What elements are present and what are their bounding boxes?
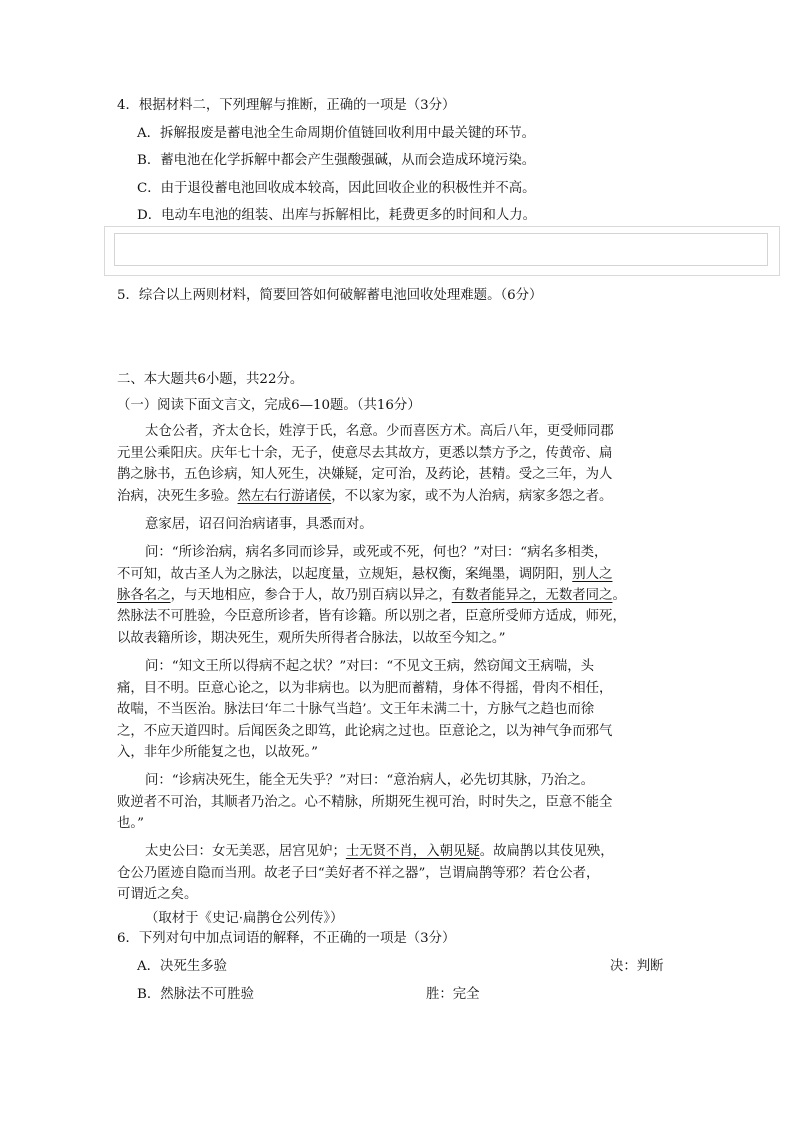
passage-p3-line-4: 然脉法不可胜验，今臣意所诊者，皆有诊籍。所以别之者，臣意所受师方适成，师死， bbox=[117, 609, 626, 624]
question-4-stem: 4．根据材料二，下列理解与推断，正确的一项是（3分） bbox=[117, 98, 456, 113]
question-6-option-a: A．决死生多验 bbox=[137, 959, 228, 974]
question-4-option-b: B．蓄电池在化学拆解中都会产生强酸强碱，从而会造成环境污染。 bbox=[137, 153, 536, 168]
passage-text: 太史公曰：女无美恶，居宫见妒； bbox=[145, 844, 346, 859]
passage-p1-line-1: 太仓公者，齐太仓长，姓淳于氏，名意。少而喜医方术。高后八年，更受师同郡 bbox=[145, 424, 614, 439]
passage-p4-line-1: 问：“知文王所以得病不起之状？”对曰：“不见文王病，然窃闻文王病喘，头 bbox=[145, 659, 595, 674]
section-2-heading: 二、本大题共6小题，共22分。 bbox=[117, 372, 304, 387]
question-6-stem: 6．下列对句中加点词语的解释，不正确的一项是（3分） bbox=[117, 931, 456, 946]
passage-text: ，与天地相应，参合于人，故乃别百病以异之， bbox=[170, 588, 452, 603]
passage-p5-line-1: 问：“诊病决死生，能全无失乎？”对曰：“意治病人，必先切其脉，乃治之。 bbox=[145, 773, 595, 788]
question-4-option-d: D．电动车电池的组装、出库与拆解相比，耗费更多的时间和人力。 bbox=[137, 208, 537, 223]
underlined-phrase: 士无贤不肖，入朝见疑 bbox=[345, 844, 480, 859]
underlined-phrase: 别人之 bbox=[572, 567, 613, 582]
question-4-option-a: A．拆解报废是蓄电池全生命周期价值链回收利用中最关键的环节。 bbox=[137, 126, 535, 141]
question-6-option-a-gloss: 决：判断 bbox=[610, 959, 664, 974]
passage-p1-line-3: 鹊之脉书，五色诊病，知人死生，决嫌疑，定可治，及药论，甚精。受之三年，为人 bbox=[117, 467, 613, 482]
passage-p5-line-2: 败逆者不可治，其顺者乃治之。心不精脉，所期死生视可治，时时失之，臣意不能全 bbox=[117, 795, 613, 810]
passage-text: ，不以家为家，或不为人治病，病家多怨之者。 bbox=[331, 489, 613, 504]
passage-p5-line-3: 也。” bbox=[117, 816, 144, 831]
question-6-option-b-gloss: 胜：完全 bbox=[426, 987, 480, 1002]
passage-p4-line-2: 痛，目不明。臣意心论之，以为非病也。以为肥而蓄精，身体不得摇，骨肉不相任， bbox=[117, 681, 613, 696]
question-4-option-c: C．由于退役蓄电池回收成本较高，因此回收企业的积极性并不高。 bbox=[137, 181, 536, 196]
passage-p3-line-2 bbox=[117, 568, 612, 581]
passage-p3-line-5: 以故表籍所诊，期决死生，观所失所得者合脉法，以故至今知之。” bbox=[117, 631, 506, 646]
question-5-stem: 5．综合以上两则材料，简要回答如何破解蓄电池回收处理难题。（6分） bbox=[117, 288, 543, 303]
passage-p4-line-4: 之，不应天道四时。后闻医灸之即笃，此论病之过也。臣意论之，以为神气争而邪气 bbox=[117, 724, 613, 739]
section-2-subheading: （一）阅读下面文言文，完成6—10题。（共16分） bbox=[117, 398, 421, 413]
passage-p4-line-3: 故喘，不当医治。脉法曰‘年二十脉气当趋’。文王年未满二十，方脉气之趋也而徐 bbox=[117, 702, 595, 717]
passage-p6-line-2: 仓公乃匿迹自隐而当刑。故老子曰“美好者不祥之器”，岂谓扁鹊等邪？若仓公者， bbox=[117, 866, 600, 881]
passage-p1-line-4 bbox=[117, 490, 612, 503]
question-6-option-b: B．然脉法不可胜验 bbox=[137, 987, 254, 1002]
passage-p2: 意家居，诏召问治病诸事，具悉而对。 bbox=[145, 517, 373, 532]
underlined-phrase: 脉各名之 bbox=[117, 588, 171, 603]
underlined-phrase: 然左右行游诸侯 bbox=[237, 489, 332, 504]
underlined-phrase: 有数者能异之，无数者同之 bbox=[451, 588, 613, 603]
passage-text: 不可知，故古圣人为之脉法，以起度量，立规矩，悬权衡，案绳墨，调阴阳， bbox=[117, 567, 573, 582]
passage-p6-line-3: 可谓近之矣。 bbox=[117, 887, 198, 902]
passage-p3-line-1: 问：“所诊治病，病名多同而诊异，或死或不死，何也？”对曰：“病名多相类， bbox=[145, 545, 608, 560]
passage-p3-line-3 bbox=[117, 589, 626, 602]
passage-p6-line-1 bbox=[145, 845, 614, 858]
answer-box[interactable] bbox=[114, 233, 768, 266]
passage-text: 治病，决死生多验。 bbox=[117, 489, 238, 504]
passage-p1-line-2: 元里公乘阳庆。庆年七十余，无子，使意尽去其故方，更悉以禁方予之，传黄帝、扁 bbox=[117, 446, 613, 461]
passage-p4-line-5: 入，非年少所能复之也，以故死。” bbox=[117, 745, 319, 760]
passage-source: （取材于《史记·扁鹊仓公列传》） bbox=[145, 911, 344, 926]
passage-text: 。 bbox=[612, 588, 626, 603]
passage-text: 。故扁鹊以其伎见殃， bbox=[479, 844, 614, 859]
